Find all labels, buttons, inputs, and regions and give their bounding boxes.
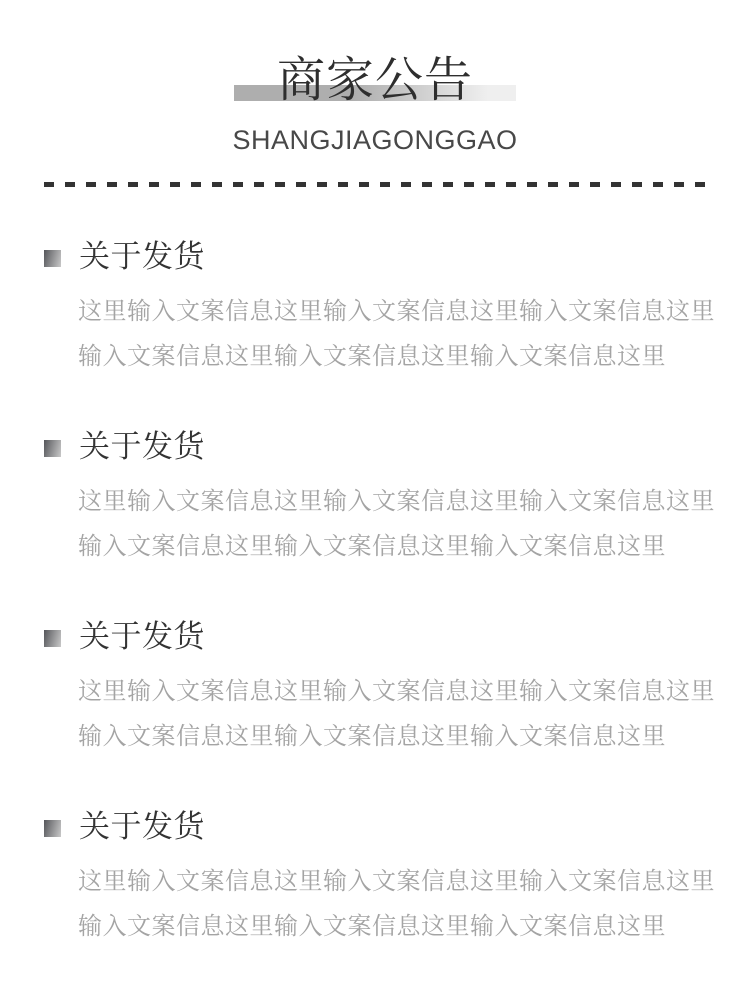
dashed-divider: [44, 182, 706, 187]
square-bullet-icon: [44, 440, 61, 457]
section-body: 这里输入文案信息这里输入文案信息这里输入文案信息这里输入文案信息这里输入文案信息这里输入文案信息这里: [78, 868, 715, 940]
sections: [44, 239, 715, 949]
square-bullet-icon: [44, 250, 61, 267]
page-title: 商家公告: [276, 54, 473, 107]
section-head: [44, 429, 706, 465]
section-body: 这里输入文案信息这里输入文案信息这里输入文案信息这里输入文案信息这里输入文案信息这里输入文案信息这里: [78, 678, 715, 750]
announcement-section: [44, 619, 715, 759]
square-bullet-icon: [44, 820, 61, 837]
section-heading: 关于发货: [79, 619, 205, 654]
announcement-section: [44, 429, 715, 569]
section-head: [44, 239, 706, 275]
section-head: [44, 619, 706, 655]
header: [44, 52, 706, 156]
section-body: 这里输入文案信息这里输入文案信息这里输入文案信息这里输入文案信息这里输入文案信息这里输入文案信息这里: [78, 298, 715, 370]
section-heading: 关于发货: [79, 809, 205, 844]
section-heading: 关于发货: [79, 429, 205, 464]
announcement-section: [44, 239, 715, 379]
announcement-section: [44, 809, 715, 949]
page-subtitle: SHANGJIAGONGGAO: [232, 125, 518, 155]
section-head: [44, 809, 706, 845]
section-body: 这里输入文案信息这里输入文案信息这里输入文案信息这里输入文案信息这里输入文案信息这里输入文案信息这里: [78, 488, 715, 560]
section-heading: 关于发货: [79, 239, 205, 274]
square-bullet-icon: [44, 630, 61, 647]
title-wrap: [277, 52, 473, 110]
